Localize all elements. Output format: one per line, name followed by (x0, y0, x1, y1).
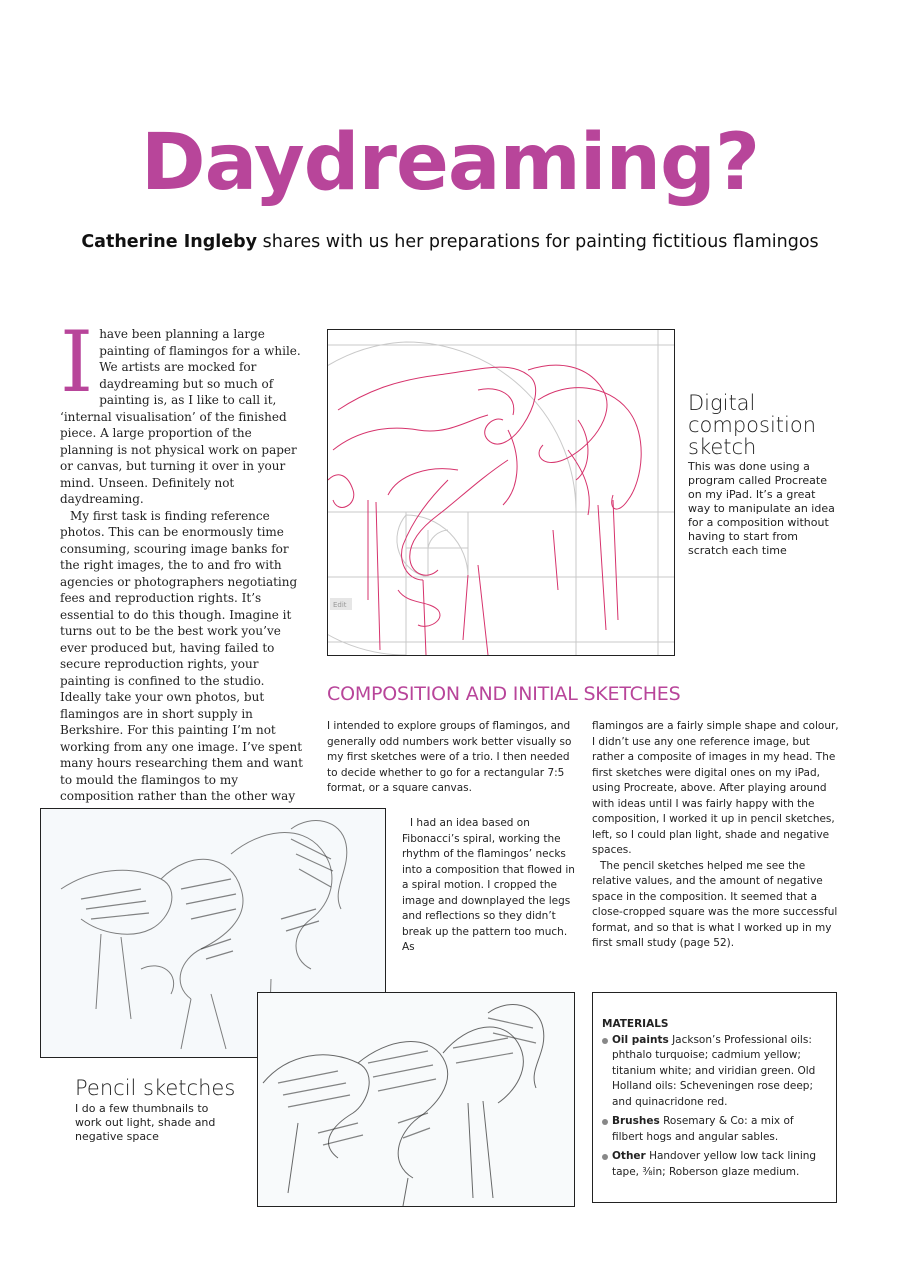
materials-box (592, 992, 837, 1203)
section-heading: COMPOSITION AND INITIAL SKETCHES (327, 683, 681, 705)
materials-heading: MATERIALS (602, 1018, 669, 1030)
edit-tag: Edit (333, 601, 347, 609)
body-column-1-top (327, 719, 575, 797)
col1-paragraph-1: I intended to explore groups of flamingos, and generally odd numbers work better visually so my first sketches were of a trio. I then needed to decide whether to go for a rectangular 7:5 format, or a square canvas. (327, 720, 572, 794)
pencil-caption-title: Pencil sketches (75, 1076, 236, 1100)
col2-paragraph-1: flamingos are a fairly simple shape and colour, I didn’t use any one reference image, but rather a composite of images in my head. The first sketches were digital ones on my iPad, using Procreate, above. After playing around with ideas until I was fairly happy with the composition, I worked it up in pencil sketches, left, so I could plan light, shade and negative spaces. (592, 720, 839, 856)
digital-caption-title: Digital composition sketch (688, 391, 817, 459)
drop-cap: I (60, 313, 94, 411)
body-column-1-bottom (402, 816, 575, 956)
digital-sketch-image (327, 329, 675, 656)
lead-column (60, 313, 308, 821)
col2-paragraph-2: The pencil sketches helped me see the relative values, and the amount of negative space in the composition. It seemed that a close-cropped square was the more successful format, and so that is what I worked up in my first small study (page 52). (592, 859, 838, 949)
materials-item-other (602, 1149, 826, 1180)
body-column-2 (592, 719, 840, 952)
materials-item-label: Oil paints (612, 1033, 669, 1046)
pencil-sketch-image-2 (257, 992, 575, 1207)
materials-item-text: Rosemary & Co: a mix of filbert hogs and angular sables. (612, 1115, 794, 1143)
article-title: Daydreaming? (140, 118, 760, 208)
pencil-caption-text: I do a few thumbnails to work out light, shade and negative space (75, 1102, 216, 1143)
standfirst-text: shares with us her preparations for painting fictitious flamingos (257, 232, 819, 252)
col1-paragraph-2: I had an idea based on Fibonacci’s spiral, working the rhythm of the flamingos’ necks into a composition that flowed in a spiral motion. I cropped the image and downplayed the legs and reflections so they didn’t break up the pattern too much. As (402, 817, 575, 953)
materials-item-text: Jackson’s Professional oils: phthalo turquoise; cadmium yellow; titanium white; and viridian green. Old Holland oils: Scheveningen rose deep; and quinacridone red. (612, 1033, 816, 1108)
digital-caption-text: This was done using a program called Procreate on my iPad. It’s a great way to manipulate an idea for a composition without having to start from scratch each time (688, 460, 835, 557)
lead-paragraph-2: My first task is finding reference photos. This can be enormously time consuming, scouring image banks for the right images, the to and fro with agencies or photographers negotiating fees and reproduction rights. It’s essential to do this though. Imagine it turns out to be the best work you’ve ever produced but, having failed to secure reproduction rights, your painting is confined to the studio. Ideally take your own photos, but flamingos are in short supply in Berkshire. For this painting I’m not working from any one image. I’ve spent many hours researching them and want to mould the flamingos to my composition rather than the other way (60, 508, 303, 803)
materials-item-brushes (602, 1114, 826, 1145)
materials-item-oil-paints (602, 1033, 826, 1111)
lead-paragraph-1-text: have been planning a large painting of flamingos for a while. We artists are mocked for daydreaming but so much of painting is, as I like to call it, ‘internal visualisation’ of the finished piece. A large proportion of the planning is not physical work on paper or canvas, but turning it over in your mind. Unseen. Definitely not daydreaming. (60, 327, 301, 506)
materials-item-label: Brushes (612, 1115, 660, 1127)
author-name: Catherine Ingleby (81, 232, 258, 252)
bullet-icon (602, 1119, 608, 1125)
lead-paragraph-1 (60, 313, 308, 508)
bullet-icon (602, 1038, 608, 1044)
bullet-icon (602, 1154, 608, 1160)
pencil-sketch-drawing-2 (258, 993, 574, 1206)
materials-item-label: Other (612, 1150, 646, 1162)
digital-sketch-drawing (328, 330, 674, 655)
materials-item-text: Handover yellow low tack lining tape, ⅜in; Roberson glaze medium. (612, 1150, 817, 1178)
standfirst (0, 232, 900, 252)
